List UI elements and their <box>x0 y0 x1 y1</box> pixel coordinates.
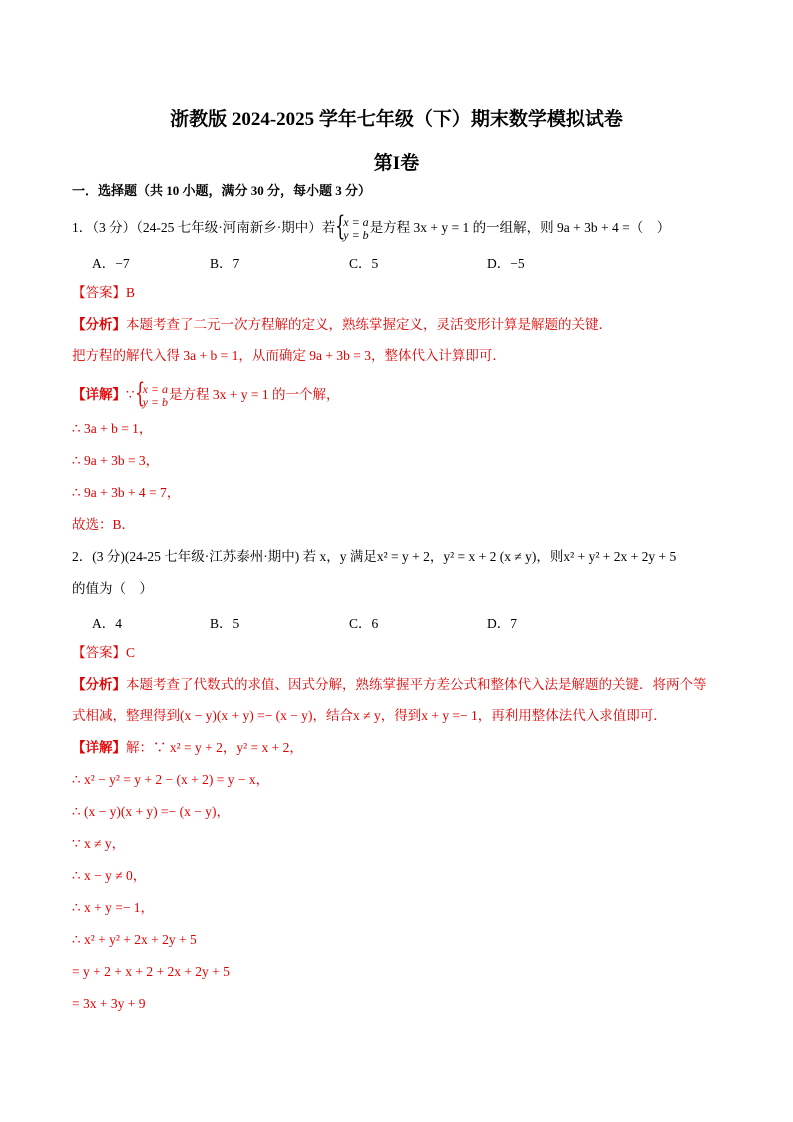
detail-equation-system <box>134 378 169 409</box>
detail-tag: 【详解】 <box>72 387 126 403</box>
question-1-stem <box>72 211 671 242</box>
q1-option-b: B．7 <box>210 256 240 271</box>
detail-pre: ∵ <box>126 387 135 403</box>
analysis-text: 本题考查了代数式的求值、因式分解，熟练掌握平方差公式和整体代入法是解题的关键．将两个等 <box>126 677 707 692</box>
analysis-tag: 【分析】 <box>72 677 126 692</box>
q2-option-a: A．4 <box>92 616 122 631</box>
q2-step-2: ∴ (x − y)(x + y) =− (x − y)， <box>72 804 231 819</box>
q1-option-c: C．5 <box>349 256 379 271</box>
q2-analysis <box>72 676 707 694</box>
q1-option-a: A．−7 <box>92 256 130 271</box>
system-row-2: y = b <box>343 228 369 242</box>
detail-system-row-2: y = b <box>142 395 169 409</box>
q1-step-4: 故选：B． <box>72 517 136 532</box>
detail-post: 是方程 3x + y = 1 的一个解， <box>169 387 340 403</box>
q1-analysis <box>72 316 612 334</box>
page-subtitle: 第I卷 <box>373 153 420 174</box>
q2-step-8: = 3x + 3y + 9 <box>72 996 146 1011</box>
q2-step-4: ∴ x − y ≠ 0， <box>72 868 147 883</box>
question-1-stem-post: 是方程 3x + y = 1 的一组解，则 9a + 3b + 4 =（ ） <box>369 220 671 236</box>
brace-glyph: { <box>335 211 346 242</box>
q2-analysis-2: 式相减，整理得到(x − y)(x + y) =− (x − y)，结合x ≠ y，得到x + y =− 1，再利用整体法代入求值即可． <box>72 708 667 723</box>
section-heading: 一．选择题（共 10 小题，满分 30 分，每小题 3 分） <box>72 183 372 198</box>
q1-answer: 【答案】B <box>72 285 136 300</box>
q2-step-7: = y + 2 + x + 2 + 2x + 2y + 5 <box>72 964 230 979</box>
system-row-1: x = a <box>343 215 369 229</box>
q2-step-3: ∵ x ≠ y， <box>72 836 126 851</box>
q1-step-3: ∴ 9a + 3b + 4 = 7， <box>72 485 181 500</box>
analysis-text: 本题考查了二元一次方程解的定义，熟练掌握定义，灵活变形计算是解题的关键． <box>126 317 612 332</box>
q2-option-d: D．7 <box>487 616 517 631</box>
q1-step-1: ∴ 3a + b = 1， <box>72 421 153 436</box>
detail-tag: 【详解】 <box>72 740 126 755</box>
q2-detail <box>72 739 303 757</box>
q2-step-5: ∴ x + y =− 1， <box>72 900 155 915</box>
q2-answer: 【答案】C <box>72 645 136 660</box>
q2-step-6: ∴ x² + y² + 2x + 2y + 5 <box>72 932 197 947</box>
q1-option-d: D．−5 <box>487 256 525 271</box>
detail-text: 解：∵ x² = y + 2，y² = x + 2， <box>126 740 303 755</box>
q1-detail <box>72 378 340 409</box>
brace-glyph: { <box>134 378 145 409</box>
q2-step-1: ∴ x² − y² = y + 2 − (x + 2) = y − x， <box>72 772 270 787</box>
analysis-tag: 【分析】 <box>72 317 126 332</box>
detail-system-row-1: x = a <box>142 382 169 396</box>
q2-option-c: C．6 <box>349 616 379 631</box>
question-1-stem-pre: 1．（3 分）（24-25 七年级·河南新乡·期中）若 <box>72 220 336 236</box>
question-2-stem-2: 的值为（ ） <box>72 581 153 596</box>
q2-option-b: B．5 <box>210 616 240 631</box>
question-2-stem: 2．(3 分)(24-25 七年级·江苏泰州·期中) 若 x，y 满足x² = y + 2，y² = x + 2 (x ≠ y)，则x² + y² + 2x + 2y + 5 <box>72 549 677 564</box>
q1-step-2: ∴ 9a + 3b = 3， <box>72 453 160 468</box>
page-title: 浙教版 2024-2025 学年七年级（下）期末数学模拟试卷 <box>170 109 623 130</box>
equation-system <box>335 211 369 242</box>
q1-analysis-2: 把方程的解代入得 3a + b = 1，从而确定 9a + 3b = 3，整体代入计算即可． <box>72 348 506 363</box>
